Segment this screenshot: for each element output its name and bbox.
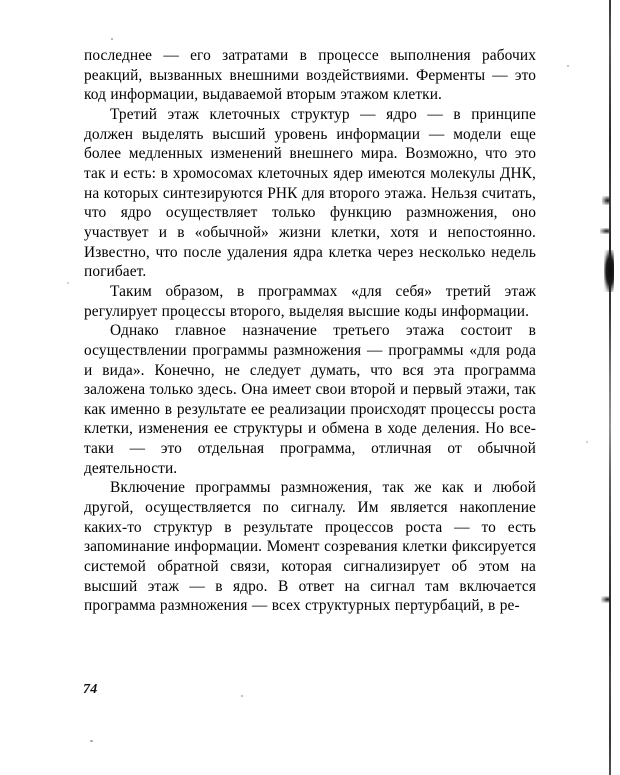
scan-nick-artifact (601, 596, 610, 603)
scan-speck (567, 65, 569, 67)
scan-blot-artifact (604, 250, 614, 292)
paragraph: Таким образом, в программах «для себя» третий этаж регулирует процессы второго, выделяя высшие коды информации. (84, 282, 536, 320)
scan-speck (241, 695, 243, 697)
paragraph: последнее — его затратами в процессе выполнения рабочих реакций, вызванных внешними воздействиями. Ферменты — это код информации, выдаваемой вторым этажом клетки. (84, 47, 536, 104)
scan-speck (67, 282, 69, 284)
scan-speck (111, 38, 113, 40)
paragraph: Однако главное назначение третьего этажа состоит в осуществлении программы размножения — программы «для рода и вида». Конечно, не следует думать, что вся эта программа заложена только здесь. Она имеет свои второй и первый этажи, так как именно в результате ее реализации происходят процессы роста клетки, изменения ее структуры и обмена в ходе деления. Но все-таки — это отдельная программа, отличная от обычной деятельности. (84, 322, 536, 477)
page-number: 74 (83, 682, 98, 697)
paragraph: Включение программы размножения, так же как и любой другой, осуществляется по сигналу. Им является накопление каких-то структур в результате процессов роста — то есть запоминание информации. Момент созревания клетки фиксируется системой обратной связи, которая сигнализирует об этом на высший этаж — в ядро. В ответ на сигнал там включается программа размножения — всех структурных пертурбаций, в ре- (84, 479, 536, 615)
scan-nick-artifact (600, 228, 609, 234)
scan-speck (586, 441, 588, 443)
scan-edge-artifact (609, 0, 611, 775)
paragraph: Третий этаж клеточных структур — ядро — в принципе должен выделять высший уровень информации — модели еще более медленных изменений внешнего мира. Возможно, что это так и есть: в хромосомах клеточных ядер имеются молекулы ДНК, на которых синтезируются РНК для второго этажа. Нельзя считать, что ядро осуществляет только функцию размножения, оно участвует и в «обычной» жизни клетки, хотя и непостоянно. Известно, что после удаления ядра клетка через несколько недель погибает. (84, 105, 536, 281)
scan-speck (90, 740, 93, 742)
page-text-block (84, 46, 536, 616)
scan-nick-artifact (602, 196, 610, 205)
